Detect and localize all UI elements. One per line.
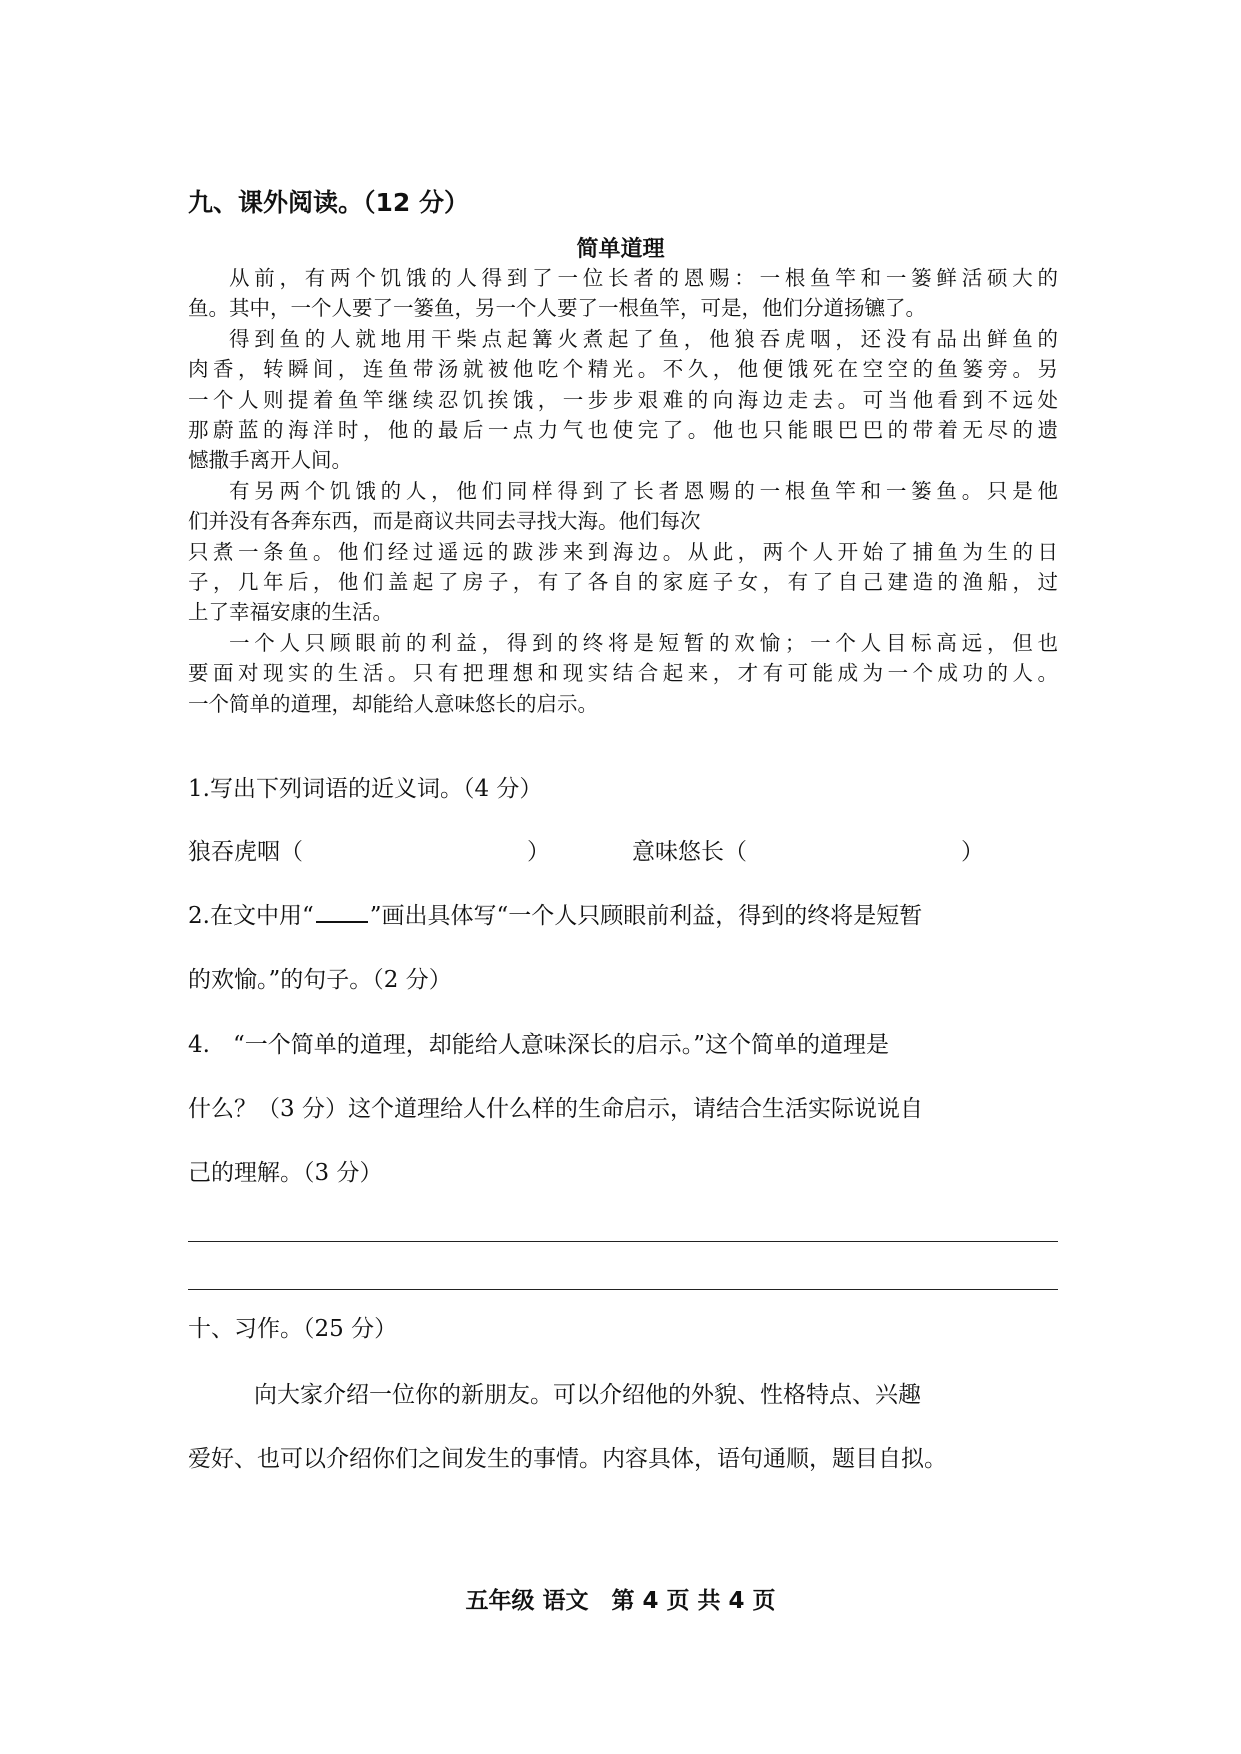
story-line: 肉香，转瞬间，连鱼带汤就被他吃个精光。不久，他便饿死在空空的鱼篓旁。另 [188, 357, 1058, 382]
answer-line-1[interactable] [188, 1241, 1058, 1242]
story-line: 一个人只顾眼前的利益，得到的终将是短暂的欢愉；一个人目标高远，但也 [229, 630, 1058, 655]
story-line: 从前，有两个饥饿的人得到了一位长者的恩赐：一根鱼竿和一篓鲜活硕大的 [229, 266, 1058, 290]
q2-text-b: ”画出具体写“一个人只顾眼前利益，得到的终将是短暂 [369, 903, 923, 929]
story-line: 们并没有各奔东西，而是商议共同去寻找大海。他们每次 [188, 509, 701, 534]
underline-sample [316, 899, 368, 923]
story-body [188, 263, 1058, 719]
q1-word-2: 意味悠长（ [632, 839, 747, 865]
story-line: 一个人则提着鱼竿继续忍饥挨饿，一步步艰难的向海边走去。可当他看到不远处 [188, 387, 1058, 412]
question-2-line-1 [188, 897, 922, 930]
question-4-line-3: 己的理解。（3 分） [188, 1160, 383, 1186]
question-2-line-2: 的欢愉。”的句子。（2 分） [188, 967, 452, 993]
section-9-title: 九、课外阅读。（12 分） [188, 188, 469, 217]
story-line: 一个简单的道理，却能给人意味悠长的启示。 [188, 691, 598, 716]
story-line: 要面对现实的生活。只有把理想和现实结合起来，才有可能成为一个成功的人。 [188, 661, 1058, 686]
story-line: 上了幸福安康的生活。 [188, 600, 393, 625]
story-line: 憾撒手离开人间。 [188, 448, 352, 473]
question-1-prompt: 1.写出下列词语的近义词。（4 分） [188, 776, 543, 802]
story-title: 简单道理 [576, 236, 665, 262]
story-line: 子，几年后，他们盖起了房子，有了各自的家庭子女，有了自己建造的渔船，过 [188, 570, 1058, 595]
answer-line-2[interactable] [188, 1289, 1058, 1290]
story-line: 有另两个饥饿的人，他们同样得到了长者恩赐的一根鱼竿和一篓鱼。只是他 [229, 478, 1058, 503]
section-10-line-2: 爱好、也可以介绍你们之间发生的事情。内容具体，语句通顺，题目自拟。 [188, 1446, 947, 1472]
q1-word-1: 狼吞虎咽（ [188, 839, 303, 865]
story-line: 鱼。其中，一个人要了一篓鱼，另一个人要了一根鱼竿，可是，他们分道扬镳了。 [188, 296, 926, 321]
story-line: 只煮一条鱼。他们经过遥远的跋涉来到海边。从此，两个人开始了捕鱼为生的日 [188, 539, 1058, 564]
story-line: 那蔚蓝的海洋时，他的最后一点力气也使完了。他也只能眼巴巴的带着无尽的遗 [188, 418, 1058, 443]
question-4-line-1: 4. “一个简单的道理，却能给人意味深长的启示。”这个简单的道理是 [188, 1032, 889, 1058]
page-footer: 五年级 语文 第 4 页 共 4 页 [465, 1588, 776, 1614]
question-4-line-2: 什么？（3 分）这个道理给人什么样的生命启示，请结合生活实际说说自 [188, 1096, 923, 1122]
story-line: 得到鱼的人就地用干柴点起篝火煮起了鱼，他狼吞虎咽，还没有品出鲜鱼的 [229, 326, 1058, 351]
section-10-title: 十、习作。（25 分） [188, 1316, 398, 1342]
q1-answer-close-2: ） [961, 839, 984, 865]
section-10-line-1: 向大家介绍一位你的新朋友。可以介绍他的外貌、性格特点、兴趣 [254, 1382, 921, 1408]
q2-text-a: 2.在文中用“ [188, 903, 314, 929]
q1-answer-close-1: ） [527, 839, 550, 865]
